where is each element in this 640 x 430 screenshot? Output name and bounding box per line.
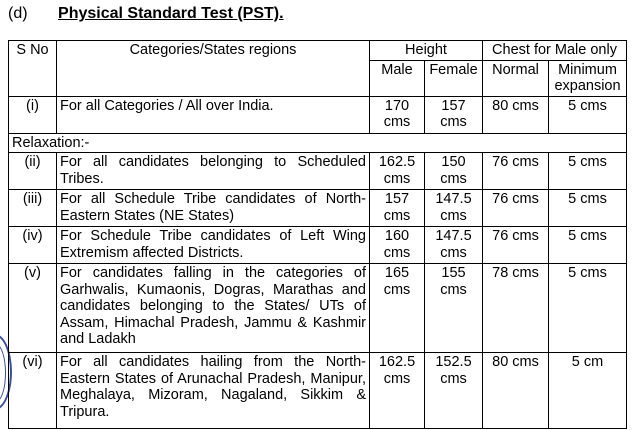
cell-male: 165 cms [370, 264, 425, 353]
header-chest: Chest for Male only [483, 41, 627, 61]
cell-sno: (vi) [9, 353, 57, 429]
table-row [9, 264, 627, 353]
table-row [9, 353, 627, 429]
section-title: Physical Standard Test (PST). [58, 5, 284, 22]
pst-table [8, 40, 627, 429]
cell-category: For Schedule Tribe candidates of Left Wing Extremism affected Districts. [57, 227, 370, 264]
cell-female: 155 cms [425, 264, 483, 353]
cell-female: 152.5 cms [425, 353, 483, 429]
relaxation-label: Relaxation:- [9, 133, 627, 153]
cell-sno: (i) [9, 96, 57, 133]
cell-sno: (iii) [9, 190, 57, 227]
relaxation-row [9, 133, 627, 153]
cell-normal: 80 cms [483, 353, 549, 429]
cell-category: For candidates falling in the categories of Garhwalis, Kumaonis, Dogras, Marathas and candidates belonging to the States/ UTs of Assam, Himachal Pradesh, Jammu & Kashmir and Ladakh [57, 264, 370, 353]
header-normal: Normal [483, 60, 549, 96]
table-row [9, 96, 627, 133]
cell-normal: 76 cms [483, 153, 549, 190]
header-male: Male [370, 60, 425, 96]
section-heading [8, 4, 284, 24]
header-height: Height [370, 41, 483, 61]
cell-female: 150 cms [425, 153, 483, 190]
cell-normal: 80 cms [483, 96, 549, 133]
cell-expansion: 5 cms [549, 96, 627, 133]
cell-male: 157 cms [370, 190, 425, 227]
cell-male: 162.5 cms [370, 153, 425, 190]
cell-category: For all Schedule Tribe candidates of North-Eastern States (NE States) [57, 190, 370, 227]
cell-female: 147.5 cms [425, 190, 483, 227]
table-row [9, 153, 627, 190]
table-row [9, 190, 627, 227]
header-row-1 [9, 41, 627, 61]
header-sno: S No [9, 41, 57, 97]
cell-sno: (v) [9, 264, 57, 353]
cell-category: For all candidates hailing from the North-Eastern States of Arunachal Pradesh, Manipur, Meghalaya, Mizoram, Nagaland, Sikkim & Tripura. [57, 353, 370, 429]
header-categories: Categories/States regions [57, 41, 370, 97]
cell-sno: (ii) [9, 153, 57, 190]
cell-normal: 76 cms [483, 227, 549, 264]
cell-sno: (iv) [9, 227, 57, 264]
header-female: Female [425, 60, 483, 96]
cell-expansion: 5 cms [549, 153, 627, 190]
cell-female: 147.5 cms [425, 227, 483, 264]
section-label: (d) [8, 5, 28, 22]
cell-expansion: 5 cms [549, 190, 627, 227]
cell-male: 160 cms [370, 227, 425, 264]
cell-male: 162.5 cms [370, 353, 425, 429]
cell-expansion: 5 cm [549, 353, 627, 429]
table-row [9, 227, 627, 264]
cell-female: 157 cms [425, 96, 483, 133]
cell-male: 170 cms [370, 96, 425, 133]
cell-normal: 76 cms [483, 190, 549, 227]
cell-normal: 78 cms [483, 264, 549, 353]
cell-category: For all Categories / All over India. [57, 96, 370, 133]
cell-category: For all candidates belonging to Scheduled Tribes. [57, 153, 370, 190]
cell-expansion: 5 cms [549, 227, 627, 264]
cell-expansion: 5 cms [549, 264, 627, 353]
header-min-expansion: Minimum expansion [549, 60, 627, 96]
